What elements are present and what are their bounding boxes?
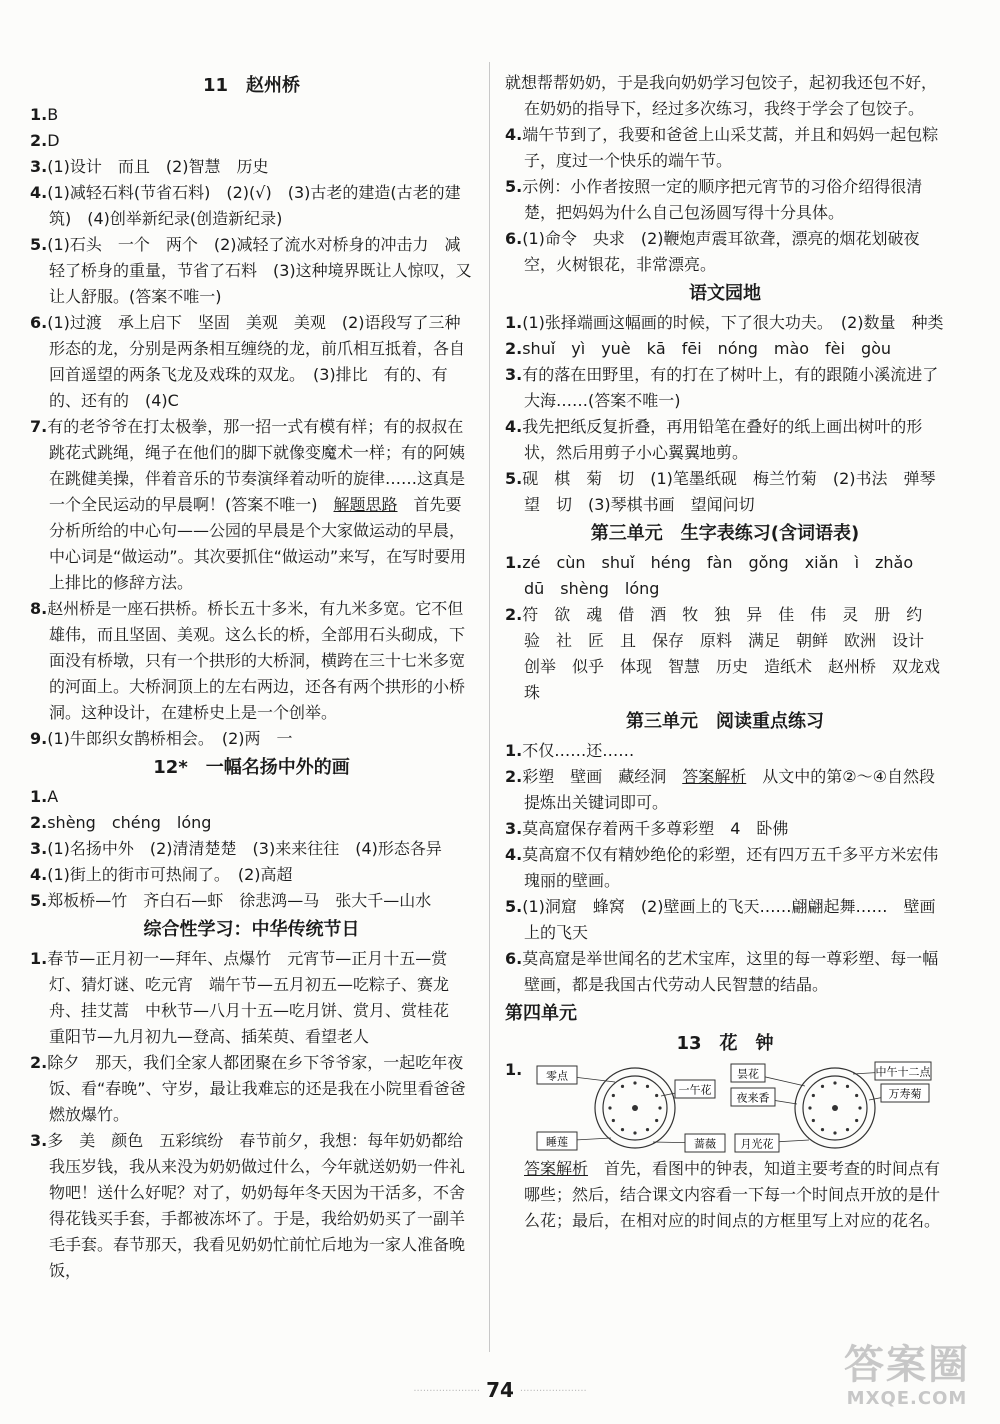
item-number: 3. — [30, 157, 48, 176]
item-text: 彩塑 壁画 藏经洞 — [522, 767, 683, 786]
watermark-main: 答案圈 — [844, 1342, 970, 1388]
item-text: 有的老爷爷在打太极拳，那一招一式有模有样；有的叔叔在跳花式跳绳，绳子在他们的脚下就像变魔术一样；有的阿姨在跳健美操，伴着音乐的节奏演绎着动听的旋律……这真是一个全民运动的早晨啊！(答案不唯一) — [47, 417, 466, 514]
festival-item — [30, 1128, 473, 1284]
lesson11-item — [30, 154, 473, 180]
section-title-festival: 综合性学习：中华传统节日 — [143, 919, 360, 940]
item-text: 除夕 那天，我们全家人都团聚在乡下爷爷家，一起吃年夜饭、看“春晚”、守岁，最让我难忘的还是我在小院里看爸爸燃放爆竹。 — [47, 1053, 466, 1124]
clock2-label: 昙花 — [737, 1067, 759, 1081]
section-title-12: 12* 一幅名扬中外的画 — [153, 757, 350, 778]
item-number: 1. — [505, 313, 523, 332]
item-text: 有的落在田野里，有的打在了树叶上，有的跟随小溪流进了大海……(答案不唯一) — [522, 365, 939, 410]
item-text: (1)张择端画这幅画的时候，下了很大功夫。 (2)数量 种类 — [522, 313, 944, 332]
lesson11-item — [30, 596, 473, 726]
item-number: 5. — [505, 897, 523, 916]
lesson12-item — [30, 784, 473, 810]
lesson11-item — [30, 726, 473, 752]
clock-diagram — [535, 1060, 935, 1156]
item-text: 端午节到了，我要和爸爸上山采艾蒿，并且和妈妈一起包粽子，度过一个快乐的端午节。 — [522, 125, 939, 170]
item-text: A — [47, 787, 59, 806]
item-number: 2. — [30, 1053, 48, 1072]
item-number: 4. — [30, 183, 48, 202]
item-text: 莫高窟不仅有精妙绝伦的彩塑，还有四万五千多平方米宏伟瑰丽的壁画。 — [522, 845, 939, 890]
item-text: 郑板桥—竹 齐白石—虾 徐悲鸿—马 张大千—山水 — [47, 891, 432, 910]
clock2-label: 夜来香 — [736, 1091, 770, 1105]
analysis-text: 首先，看图中的钟表，知道主要考查的时间点有哪些；然后，结合课文内容看一下每一个时间点开放的是什么花；最后，在相对应的时间点的方框里写上对应的花名。 — [524, 1159, 941, 1230]
lesson12-item — [30, 888, 473, 914]
item-text: 符 欲 魂 借 酒 牧 独 异 佳 伟 灵 册 约 验 社 匠 且 保存 原料 满足 朝鲜 欧洲 设计 创举 似乎 体现 智慧 历史 造纸术 赵州桥 双龙戏珠 — [522, 605, 941, 702]
item-text: (1)命令 央求 (2)鞭炮声震耳欲聋，漂亮的烟花划破夜空，火树银花，非常漂亮。 — [522, 229, 920, 274]
yuwen-item — [505, 336, 945, 362]
left-column — [30, 70, 473, 1284]
item-number: 2. — [505, 767, 523, 786]
lesson13-analysis — [505, 1156, 945, 1234]
festival-item — [505, 122, 945, 174]
festival-item — [505, 226, 945, 278]
item-text: zé cùn shuǐ héng fàn gǒng xiǎn ì zhǎo dū shèng lóng — [522, 553, 930, 598]
lesson12-item — [30, 836, 473, 862]
item-text: shèng chéng lóng — [47, 813, 212, 832]
item-number: 3. — [505, 819, 523, 838]
unit3-item — [505, 602, 945, 706]
festival-item — [30, 1050, 473, 1128]
item-text: (1)减轻石料(节省石料) (2)(√) (3)古老的建造(古老的建筑) (4)创举新纪录(创造新纪录) — [47, 183, 461, 228]
item-number: 1. — [505, 553, 523, 572]
item-text: (1)设计 而且 (2)智慧 历史 — [47, 157, 269, 176]
item-number: 2. — [30, 131, 48, 150]
column-divider — [489, 62, 490, 1352]
item-text: 赵州桥是一座石拱桥。桥长五十多米，有九米多宽。它不但雄伟，而且坚固、美观。这么长的桥，全部用石头砌成，下面没有桥墩，只有一个拱形的大桥洞，横跨在三十七米多宽的河面上。大桥洞顶上的左右两边，还各有两个拱形的小桥洞。这种设计，在建桥史上是一个创举。 — [47, 599, 466, 722]
festival-item — [30, 946, 473, 1050]
item-number: 6. — [30, 313, 48, 332]
item-number: 9. — [30, 729, 48, 748]
item-text: (1)石头 一个 两个 (2)减轻了流水对桥身的冲击力 减轻了桥身的重量，节省了石料 (3)这种境界既让人惊叹，又让人舒服。(答案不唯一) — [47, 235, 472, 306]
yuwen-item — [505, 310, 945, 336]
unit3r-item — [505, 946, 945, 998]
item-text: 砚 棋 菊 切 (1)笔墨纸砚 梅兰竹菊 (2)书法 弹琴 望 切 (3)琴棋书画 望闻问切 — [522, 469, 952, 514]
continued-text: 就想帮帮奶奶，于是我向奶奶学习包饺子，起初我还包不好，在奶奶的指导下，经过多次练习，我终于学会了包饺子。 — [505, 73, 938, 118]
watermark-logo — [832, 1342, 982, 1412]
clock2-label: 万寿菊 — [888, 1087, 922, 1101]
analysis-text: 首先要分析所给的中心句——公园的早晨是个大家做运动的早晨，中心词是“做运动”。其次要抓住“做运动”来写，在写时要用上排比的修辞方法。 — [49, 495, 467, 592]
item-text: 莫高窟是举世闻名的艺术宝库，这里的每一尊彩塑、每一幅壁画，都是我国古代劳动人民智慧的结晶。 — [522, 949, 939, 994]
item-number: 4. — [505, 125, 523, 144]
item-number: 1. — [505, 1060, 523, 1079]
section-title-unit3-words: 第三单元 生字表练习(含词语表) — [590, 523, 860, 544]
item-number: 3. — [30, 1131, 48, 1150]
unit3r-item — [505, 738, 945, 764]
clock-icon — [595, 1068, 675, 1148]
analysis-text: 从文中的第②～④自然段提炼出关键词即可。 — [524, 767, 935, 812]
lesson11-item — [30, 310, 473, 414]
item-text: 多 美 颜色 五彩缤纷 春节前夕，我想：每年奶奶都给我压岁钱，我从来没为奶奶做过什么，今年就送奶奶一件礼物吧！送什么好呢？对了，奶奶每年冬天因为干活多，不舍得花钱买手套，手都被冻坏了。于是，我给奶奶买了一副羊毛手套。春节那天，我看见奶奶忙前忙后地为一家人准备晚饭， — [47, 1131, 466, 1280]
item-number: 1. — [30, 787, 48, 806]
item-number: 2. — [505, 339, 523, 358]
lesson11-item — [30, 102, 473, 128]
lesson12-item — [30, 810, 473, 836]
item-text: (1)洞窟 蜂窝 (2)壁画上的飞天……翩翩起舞…… 壁画上的飞天 — [522, 897, 936, 942]
item-number: 6. — [505, 949, 523, 968]
item-number: 6. — [505, 229, 523, 248]
unit3-item — [505, 550, 945, 602]
item-number: 2. — [30, 813, 48, 832]
lesson11-item — [30, 414, 473, 596]
analysis-label: 解题思路 — [333, 495, 398, 514]
lesson11-item — [30, 232, 473, 310]
item-text: 不仅……还…… — [522, 741, 635, 760]
section-title-yuwen: 语文园地 — [689, 283, 761, 304]
item-text: (1)名扬中外 (2)清清楚楚 (3)来来往往 (4)形态各异 — [47, 839, 442, 858]
unit3r-item — [505, 816, 945, 842]
festival-item — [505, 174, 945, 226]
lesson11-item — [30, 180, 473, 232]
clock2-label: 月光花 — [740, 1137, 774, 1151]
analysis-label: 答案解析 — [524, 1159, 589, 1178]
item-text: (1)过渡 承上启下 坚固 美观 美观 (2)语段写了三种形态的龙，分别是两条相互缠绕的龙，前爪相互抵着，各自回首遥望的两条飞龙及戏珠的双龙。 (3)排比 有的、有的、还有的 (4)C — [47, 313, 466, 410]
yuwen-item — [505, 414, 945, 466]
unit3r-item — [505, 842, 945, 894]
item-number: 2. — [505, 605, 523, 624]
clock1-label: 睡莲 — [546, 1135, 568, 1149]
clock-diagram-row — [505, 1060, 945, 1156]
item-text: B — [47, 105, 59, 124]
item-text: (1)街上的街市可热闹了。 (2)高超 — [47, 865, 293, 884]
item-number: 5. — [505, 469, 523, 488]
item-number: 5. — [505, 177, 523, 196]
item-number: 5. — [30, 891, 48, 910]
item-number: 4. — [505, 417, 523, 436]
item-number: 1. — [30, 105, 48, 124]
lesson12-item — [30, 862, 473, 888]
item-number: 7. — [30, 417, 48, 436]
clock2-label: 中午十二点 — [875, 1065, 931, 1079]
item-text: 春节—正月初一—拜年、点爆竹 元宵节—正月十五—赏灯、猜灯谜、吃元宵 端午节—五月初五—吃粽子、赛龙舟、挂艾蒿 中秋节—八月十五—吃月饼、赏月、赏桂花 重阳节—九月初九—登高、插茱萸、看望老人 — [47, 949, 466, 1046]
yuwen-item — [505, 362, 945, 414]
clock-icon — [795, 1068, 875, 1148]
item-number: 3. — [505, 365, 523, 384]
item-text: 莫高窟保存着两千多尊彩塑 4 卧佛 — [522, 819, 789, 838]
unit3r-item — [505, 764, 945, 816]
item-number: 1. — [505, 741, 523, 760]
clock1-label: 零点 — [546, 1069, 568, 1083]
section-title-unit4: 第四单元 — [505, 1003, 577, 1024]
item-number: 1. — [30, 949, 48, 968]
item-text: 示例：小作者按照一定的顺序把元宵节的习俗介绍得很清楚，把妈妈为什么自己包汤圆写得十分具体。 — [522, 177, 923, 222]
item-number: 3. — [30, 839, 48, 858]
lesson11-item — [30, 128, 473, 154]
section-title-11: 11 赵州桥 — [202, 75, 301, 96]
item-number: 4. — [30, 865, 48, 884]
item-text: 我先把纸反复折叠，再用铅笔在叠好的纸上画出树叶的形状，然后用剪子小心翼翼地剪。 — [522, 417, 923, 462]
right-column — [505, 70, 952, 1234]
clock1-label: 一午花 — [678, 1083, 712, 1097]
unit3r-item — [505, 894, 945, 946]
item-text: shuǐ yì yuè kā fēi nóng mào fèi gòu — [522, 339, 892, 358]
item-number: 4. — [505, 845, 523, 864]
clock1-label: 蔷薇 — [694, 1137, 716, 1151]
section-title-13: 13 花 钟 — [676, 1033, 774, 1054]
item-text: D — [47, 131, 60, 150]
item-number: 8. — [30, 599, 48, 618]
analysis-label: 答案解析 — [682, 767, 747, 786]
yuwen-item — [505, 466, 952, 518]
page-number: ····· 74 ····· — [0, 1378, 1000, 1402]
section-title-unit3-reading: 第三单元 阅读重点练习 — [626, 711, 824, 732]
item-text: (1)牛郎织女鹊桥相会。 (2)两 一 — [47, 729, 293, 748]
item-number: 5. — [30, 235, 48, 254]
watermark-sub: MXQE.COM — [846, 1388, 968, 1409]
